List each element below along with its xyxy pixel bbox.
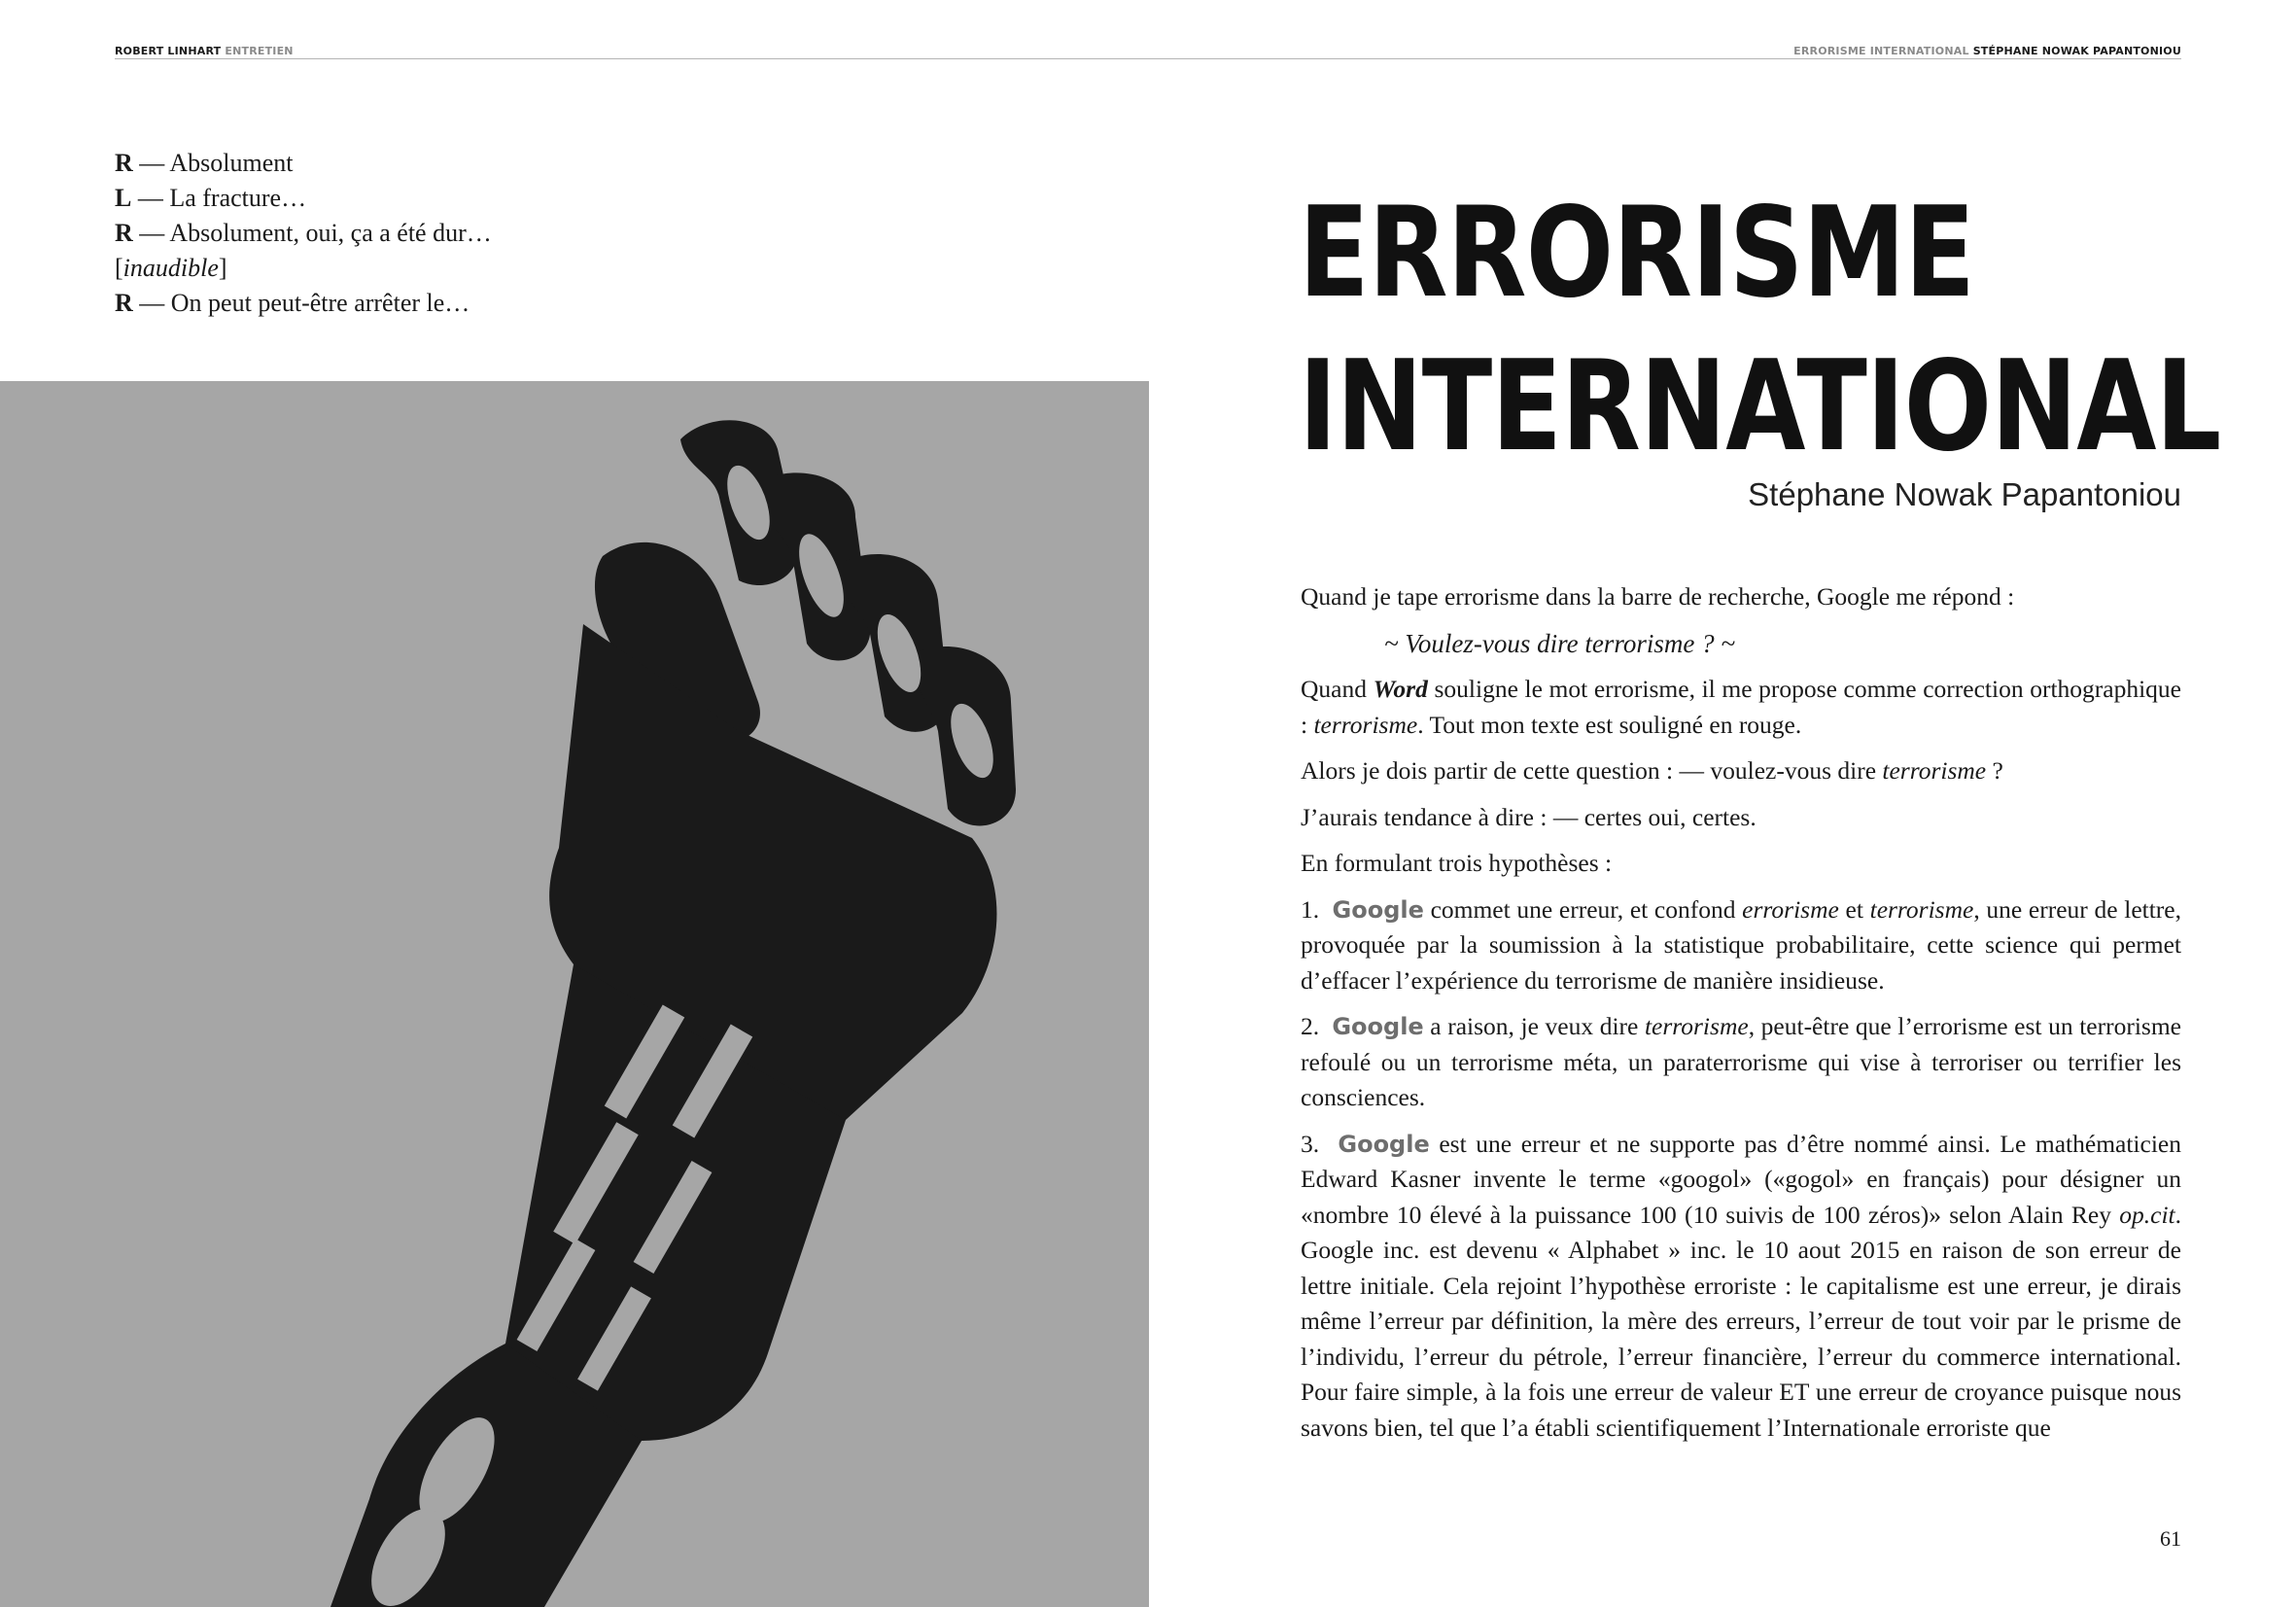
paragraph: Quand Word souligne le mot errorisme, il me propose comme correction orthographique : terrorisme. Tout mon texte est souligné en rouge. — [1301, 675, 2181, 739]
paragraph: Alors je dois partir de cette question : — voulez-vous dire terrorisme ? — [1301, 756, 2003, 785]
header-rule-right — [1147, 58, 2181, 59]
article-body — [1301, 579, 2181, 1456]
speaker-label: L — [115, 184, 132, 212]
header-left-author: ROBERT LINHART — [115, 45, 222, 57]
hypothesis-1: 1. Google commet une erreur, et confond errorisme et terrorisme, une erreur de lettre, provoquée par la soumission à la statistique probabilitaire, cette science qui permet d’effacer l’expérience du terrorisme de manière insidieuse. — [1301, 894, 2181, 995]
dialogue-text: — La fracture… — [137, 184, 307, 212]
title-line-2: INTERNATIONAL — [1299, 334, 2221, 479]
dialogue-line: [inaudible] — [115, 254, 227, 282]
speaker-label: R — [115, 149, 133, 177]
dialogue-line — [115, 181, 492, 216]
dialogue-text: — Absolument, oui, ça a été dur… — [139, 219, 492, 247]
dialogue-stage-note: inaudible — [122, 254, 219, 282]
dialogue-text: — Absolument — [139, 149, 294, 177]
hypothesis-3: 3. Google est une erreur et ne supporte pas d’être nommé ainsi. Le mathématicien Edward Kasner invente le terme «googol» («gogol» en français) pour désigner un «nombre 10 élevé à la puissance 100 (10 suivis de 100 zéros)» selon Alain Rey op.cit. Google inc. est devenu « Alphabet » inc. le 10 aout 2015 en raison de son erreur de lettre initiale. Cela rejoint l’hypothèse erroriste : le capitalisme est une erreur, je dirais même l’erreur par définition, la mère des erreurs, l’erreur de tout voir par le prisme de l’individu, l’erreur du pétrole, l’erreur financière, l’erreur du commerce international. Pour faire simple, à la fois une erreur de valeur ET une erreur de croyance puisque nous savons bien, tel que l’a établi scientifiquement l’Internationale erroriste que — [1301, 1129, 2181, 1442]
interview-dialogue — [115, 146, 492, 321]
google-logo: Google — [1332, 895, 1424, 924]
raised-fist-graphic — [0, 381, 1149, 1607]
header-left-section: ENTRETIEN — [225, 45, 294, 57]
fist-illustration — [0, 381, 1149, 1607]
paragraph: En formulant trois hypothèses : — [1301, 849, 1613, 877]
hypothesis-2: 2. Google a raison, je veux dire terrorisme, peut-être que l’errorisme est un terrorisme refoulé ou un terrorisme méta, un paraterrorisme qui vise à terroriser ou terrifier les consciences. — [1301, 1012, 2182, 1111]
dialogue-line — [115, 216, 492, 251]
title-line-1: ERRORISME — [1299, 181, 1975, 326]
google-logo: Google — [1338, 1130, 1430, 1158]
speaker-label: R — [115, 289, 133, 317]
header-right-section: ERRORISME INTERNATIONAL — [1793, 45, 1969, 57]
speaker-label: R — [115, 219, 133, 247]
google-quote: ~ Voulez-vous dire terrorisme ? ~ — [1384, 628, 1735, 658]
paragraph: Quand je tape errorisme dans la barre de recherche, Google me répond : — [1301, 582, 2015, 611]
google-logo: Google — [1332, 1013, 1424, 1040]
dialogue-line — [115, 146, 492, 181]
running-header-right — [1793, 45, 2181, 57]
header-rule-left — [115, 58, 1147, 59]
header-right-author: STÉPHANE NOWAK PAPANTONIOU — [1972, 45, 2181, 57]
page-number: 61 — [2160, 1526, 2181, 1551]
article-author: Stéphane Nowak Papantoniou — [1748, 476, 2181, 512]
paragraph: J’aurais tendance à dire : — certes oui, certes. — [1301, 802, 1757, 831]
dialogue-line — [115, 286, 492, 321]
dialogue-text: — On peut peut-être arrêter le… — [139, 289, 470, 317]
running-header-left — [115, 45, 294, 57]
article-title — [1299, 177, 2221, 484]
